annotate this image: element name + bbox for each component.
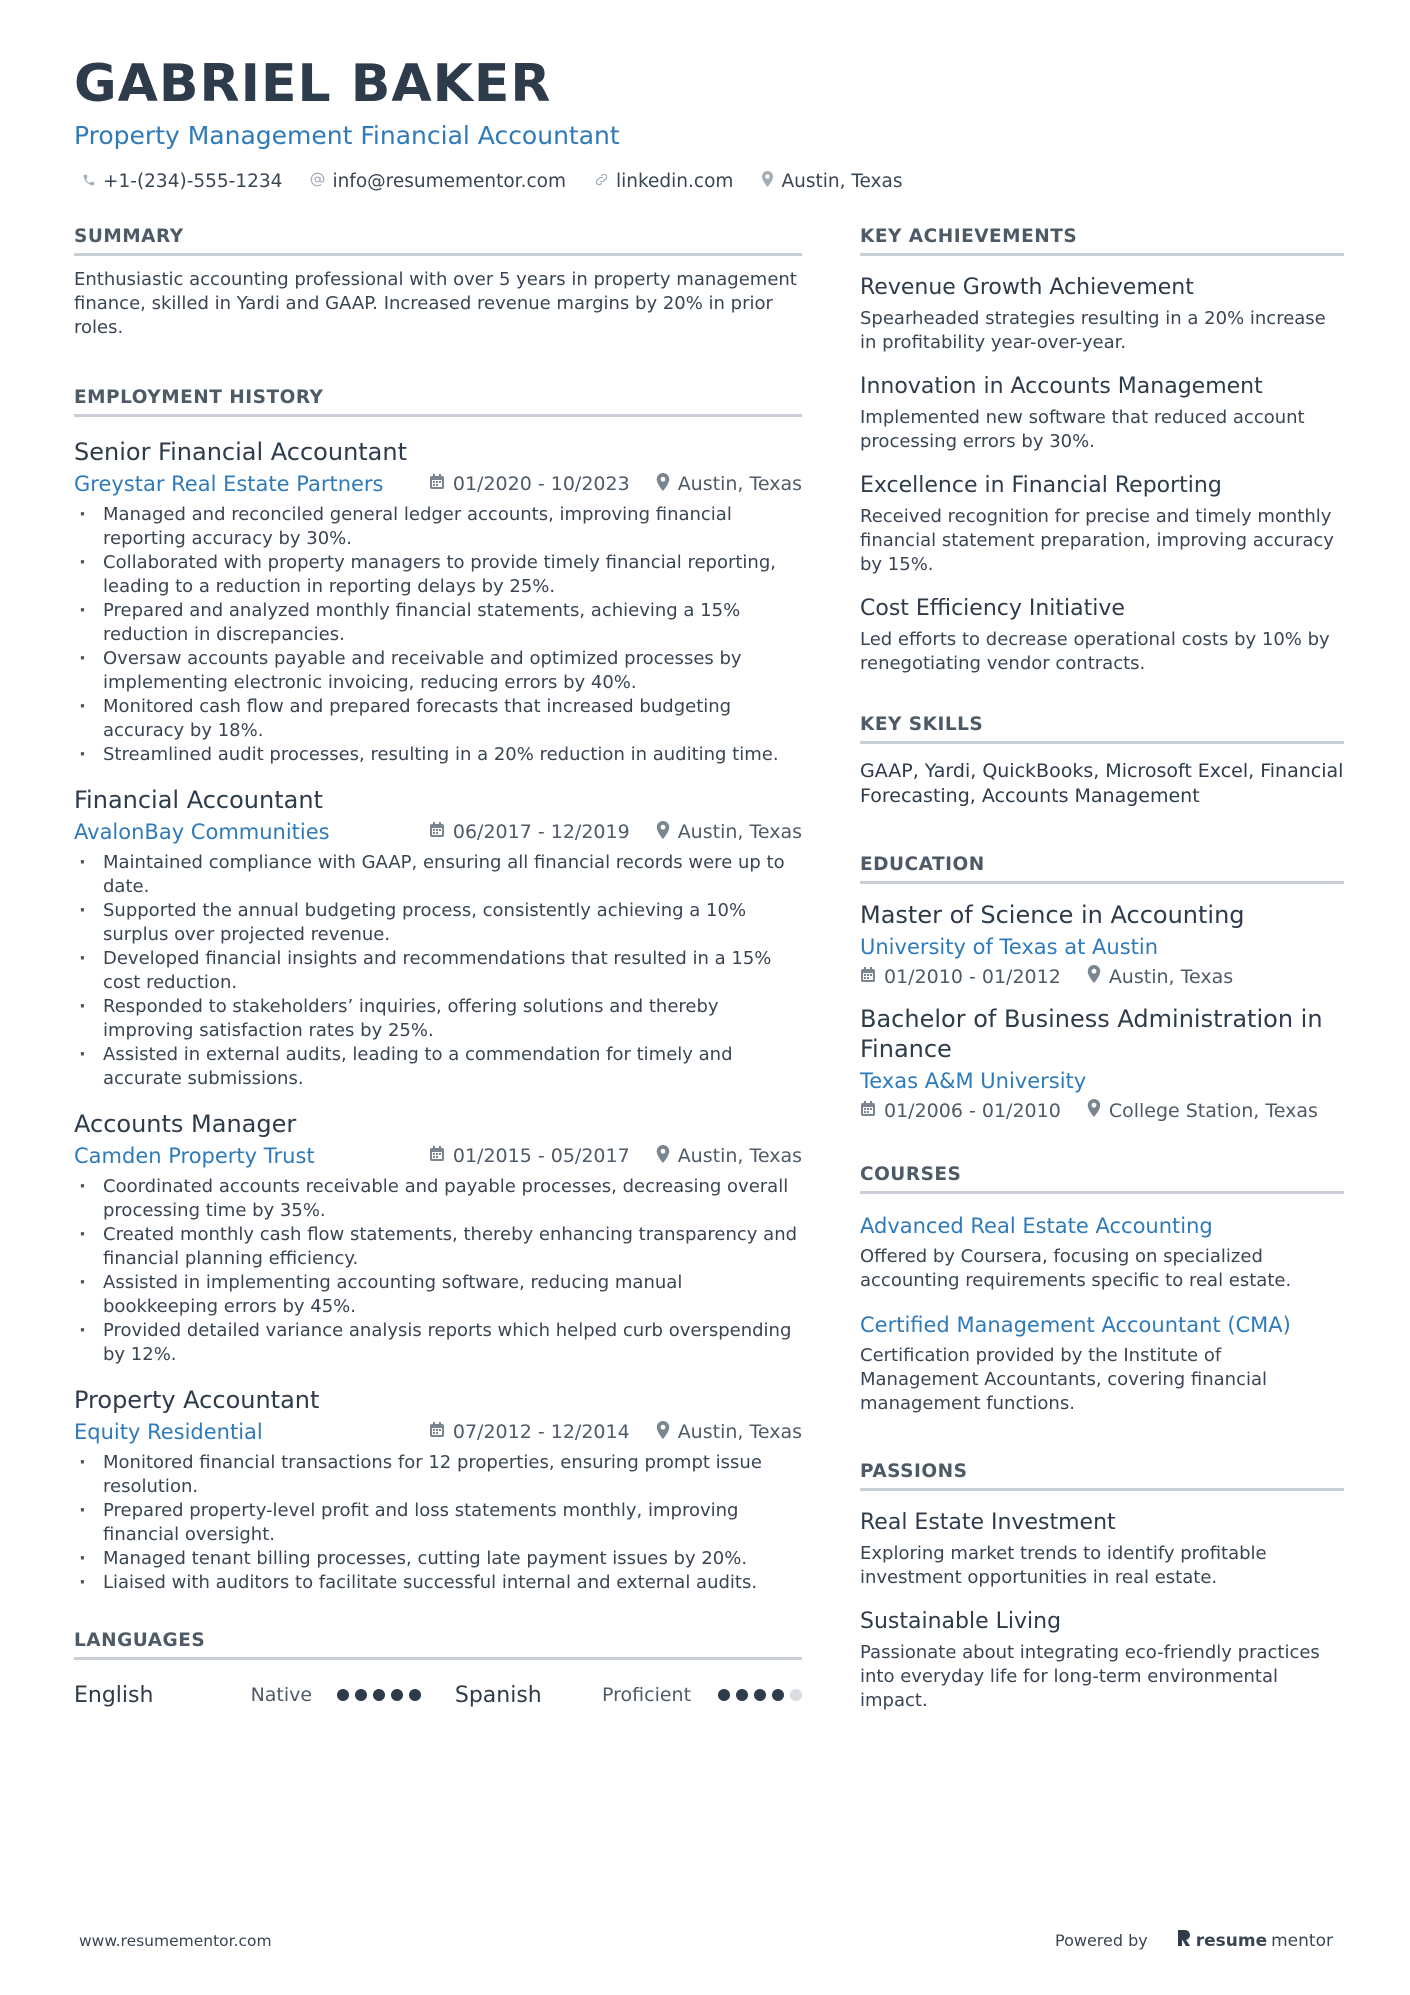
job-dates [429,1421,630,1443]
company-name[interactable]: Greystar Real Estate Partners [74,472,384,496]
achievements-heading: KEY ACHIEVEMENTS [860,226,1344,256]
degree-title: Master of Science in Accounting [860,901,1245,929]
rating-dot-filled [718,1689,730,1701]
courses-item-title[interactable]: Certified Management Accountant (CMA) [860,1313,1291,1337]
achievements-item [860,595,1344,676]
passions-heading: PASSIONS [860,1461,1344,1491]
courses-item [860,1311,1344,1416]
job-meta [74,817,802,847]
job-list [74,437,802,1595]
passions-item [860,1608,1344,1713]
achievements-item-title: Innovation in Accounts Management [860,374,1263,399]
brand-logo[interactable] [1176,1928,1333,1953]
job-bullet: · Responded to stakeholders’ inquiries, offering solutions and thereby improving satisfaction rates by 25%. [74,995,802,1043]
achievements-item-title: Excellence in Financial Reporting [860,473,1222,498]
rating-dot-filled [391,1689,403,1701]
contact-phone-text: +1-(234)-555-1234 [103,171,283,192]
job-bullet: · Provided detailed variance analysis reports which helped curb overspending by 12%. [74,1319,802,1367]
job-bullet: · Managed tenant billing processes, cutting late payment issues by 20%. [74,1547,802,1571]
contact-email-text: info@resumementor.com [332,171,566,192]
courses-item-title[interactable]: Advanced Real Estate Accounting [860,1214,1213,1238]
job-title: Accounts Manager [74,1110,297,1138]
achievements-section [860,226,1344,676]
calendar-icon [429,1145,445,1167]
company-name[interactable]: Camden Property Trust [74,1144,315,1168]
languages-section [74,1630,802,1710]
candidate-name: GABRIEL BAKER [74,54,552,114]
job-meta [74,469,802,499]
location-pin-icon [656,821,670,844]
education-location [1087,1099,1318,1122]
passions-item-text: Passionate about integrating eco-friendly practices into everyday life for long-term environmental impact. [860,1642,1320,1711]
contact-email[interactable] [310,171,566,192]
right-column [860,226,1344,1713]
language-level: Native [250,1684,313,1706]
job-bullet: · Prepared and analyzed monthly financial statements, achieving a 15% reduction in discrepancies. [74,599,802,647]
location-pin-icon [1087,1099,1101,1122]
calendar-icon [429,473,445,495]
job-location [656,473,802,496]
achievements-item [860,472,1344,577]
summary-section [74,226,802,340]
degree-title: Bachelor of Business Administration in Finance [860,1005,1323,1063]
skills-text: GAAP, Yardi, QuickBooks, Microsoft Excel, Financial Forecasting, Accounts Management [860,760,1344,807]
location-pin-icon [656,473,670,496]
achievements-item [860,373,1344,454]
job-dates-text: 01/2020 - 10/2023 [452,473,630,495]
school-name[interactable]: University of Texas at Austin [860,935,1159,959]
footer-branding [1055,1928,1333,1953]
education-location-text: College Station, Texas [1108,1099,1318,1122]
brand-name-rest: mentor [1271,1930,1333,1951]
job-location-text: Austin, Texas [677,1421,802,1443]
rating-dot-filled [355,1689,367,1701]
education-location-text: Austin, Texas [1108,965,1234,988]
achievement-list [860,274,1344,676]
courses-item [860,1212,1344,1293]
footer-website[interactable]: www.resumementor.com [79,1932,272,1950]
job-bullet: · Collaborated with property managers to provide timely financial reporting, leading to a reduction in reporting delays by 25%. [74,551,802,599]
at-icon [310,171,325,192]
education-dates-text: 01/2006 - 01/2010 [884,1099,1061,1122]
skills-section [860,714,1344,809]
job-dates-text: 06/2017 - 12/2019 [452,821,630,843]
job-meta [74,1417,802,1447]
achievements-item-text: Implemented new software that reduced account processing errors by 30%. [860,407,1305,452]
job-location-text: Austin, Texas [677,473,802,495]
job-bullet: · Managed and reconciled general ledger accounts, improving financial reporting accuracy by 30%. [74,503,802,551]
job-meta [74,1141,802,1171]
candidate-title: Property Management Financial Accountant [74,121,620,150]
achievements-item-text: Led efforts to decrease operational costs by 10% by renegotiating vendor contracts. [860,629,1330,674]
job-bullet: · Assisted in external audits, leading to a commendation for timely and accurate submissions. [74,1043,802,1091]
job-bullets [74,851,802,1091]
job-dates-text: 07/2012 - 12/2014 [452,1421,630,1443]
job-title: Financial Accountant [74,786,323,814]
summary-heading: SUMMARY [74,226,802,256]
passion-list [860,1509,1344,1713]
passions-section [860,1461,1344,1713]
job-bullets [74,1451,802,1595]
contact-linkedin-text: linkedin.com [615,171,734,192]
job-entry [74,1109,802,1367]
job-dates-text: 01/2015 - 05/2017 [452,1145,630,1167]
passions-item-text: Exploring market trends to identify profitable investment opportunities in real estate. [860,1543,1267,1588]
job-location [656,1421,802,1444]
calendar-icon [860,1100,876,1122]
job-title: Senior Financial Accountant [74,438,408,466]
education-meta [860,965,1344,988]
job-bullet: · Monitored cash flow and prepared forecasts that increased budgeting accuracy by 18%. [74,695,802,743]
courses-item-text: Offered by Coursera, focusing on specialized accounting requirements specific to real estate. [860,1246,1292,1291]
rating-dot-filled [772,1689,784,1701]
school-name[interactable]: Texas A&M University [860,1069,1087,1093]
education-meta [860,1099,1344,1122]
job-entry [74,437,802,767]
job-entry [74,785,802,1091]
job-bullet: · Prepared property-level profit and loss statements monthly, improving financial oversight. [74,1499,802,1547]
brand-name-bold: resume [1195,1930,1268,1951]
achievements-item-title: Revenue Growth Achievement [860,275,1194,300]
calendar-icon [429,821,445,843]
courses-heading: COURSES [860,1164,1344,1194]
job-bullet: · Oversaw accounts payable and receivable and optimized processes by implementing electronic invoicing, reducing errors by 40%. [74,647,802,695]
language-rating [718,1689,802,1701]
rating-dot-filled [373,1689,385,1701]
achievements-item-title: Cost Efficiency Initiative [860,596,1125,621]
language-level: Proficient [602,1684,692,1706]
education-dates [860,966,1061,988]
company-name[interactable]: AvalonBay Communities [74,820,330,844]
calendar-icon [429,1421,445,1443]
job-dates [429,1145,630,1167]
education-entry [860,900,1344,988]
job-location-text: Austin, Texas [677,821,802,843]
course-list [860,1212,1344,1416]
job-location-text: Austin, Texas [677,1145,802,1167]
contact-phone[interactable] [82,171,282,192]
courses-section [860,1164,1344,1416]
language-rating [337,1689,433,1701]
summary-text: Enthusiastic accounting professional with over 5 years in property management finance, skilled in Yardi and GAAP. Increased revenue margins by 20% in prior roles. [74,269,797,338]
language-name: Spanish [454,1682,542,1708]
passions-item [860,1509,1344,1590]
skills-heading: KEY SKILLS [860,714,1344,744]
education-dates [860,1100,1061,1122]
job-bullets [74,503,802,767]
education-location [1087,965,1233,988]
languages-heading: LANGUAGES [74,1630,802,1660]
contact-bar [82,171,902,192]
education-entry [860,1004,1344,1122]
location-pin-icon [761,171,774,192]
job-location [656,821,802,844]
location-pin-icon [656,1145,670,1168]
job-bullets [74,1175,802,1367]
job-bullet: · Streamlined audit processes, resulting in a 20% reduction in auditing time. [74,743,802,767]
link-icon [594,171,609,192]
job-bullet: · Maintained compliance with GAAP, ensuring all financial records were up to date. [74,851,802,899]
job-title: Property Accountant [74,1386,320,1414]
brand-mark-icon [1176,1928,1192,1953]
passions-item-title: Real Estate Investment [860,1510,1116,1535]
job-bullet: · Monitored financial transactions for 12 properties, ensuring prompt issue resolution. [74,1451,802,1499]
job-bullet: · Assisted in implementing accounting software, reducing manual bookkeeping errors by 45%. [74,1271,802,1319]
location-pin-icon [656,1421,670,1444]
achievements-item-text: Received recognition for precise and timely monthly financial statement preparation, improving accuracy by 15%. [860,506,1334,575]
contact-linkedin[interactable] [594,171,733,192]
courses-item-text: Certification provided by the Institute of Management Accountants, covering financial management functions. [860,1345,1267,1414]
job-bullet: · Created monthly cash flow statements, thereby enhancing transparency and financial planning efficiency. [74,1223,802,1271]
contact-location-text: Austin, Texas [781,171,903,192]
job-location [656,1145,802,1168]
education-heading: EDUCATION [860,854,1344,884]
language-name: English [74,1682,154,1708]
education-list [860,900,1344,1122]
location-pin-icon [1087,965,1101,988]
rating-dot-empty [790,1689,802,1701]
phone-icon [82,171,96,192]
education-section [860,854,1344,1122]
job-entry [74,1385,802,1595]
job-bullet: · Coordinated accounts receivable and payable processes, decreasing overall processing time by 35%. [74,1175,802,1223]
job-dates [429,473,630,495]
achievements-item-text: Spearheaded strategies resulting in a 20% increase in profitability year-over-year. [860,308,1326,353]
passions-item-title: Sustainable Living [860,1609,1062,1634]
employment-section [74,387,802,1595]
calendar-icon [860,966,876,988]
job-bullet: · Developed financial insights and recommendations that resulted in a 15% cost reduction. [74,947,802,995]
powered-by-label: Powered by [1055,1931,1148,1950]
education-dates-text: 01/2010 - 01/2012 [884,965,1061,988]
job-dates [429,821,630,843]
achievements-item [860,274,1344,355]
left-column [74,226,802,1710]
rating-dot-filled [736,1689,748,1701]
company-name[interactable]: Equity Residential [74,1420,263,1444]
contact-location [761,171,902,192]
languages-row [74,1680,802,1710]
rating-dot-filled [754,1689,766,1701]
job-bullet: · Liaised with auditors to facilitate successful internal and external audits. [74,1571,802,1595]
employment-heading: EMPLOYMENT HISTORY [74,387,802,417]
rating-dot-filled [337,1689,349,1701]
job-bullet: · Supported the annual budgeting process, consistently achieving a 10% surplus over projected revenue. [74,899,802,947]
rating-dot-filled [409,1689,421,1701]
